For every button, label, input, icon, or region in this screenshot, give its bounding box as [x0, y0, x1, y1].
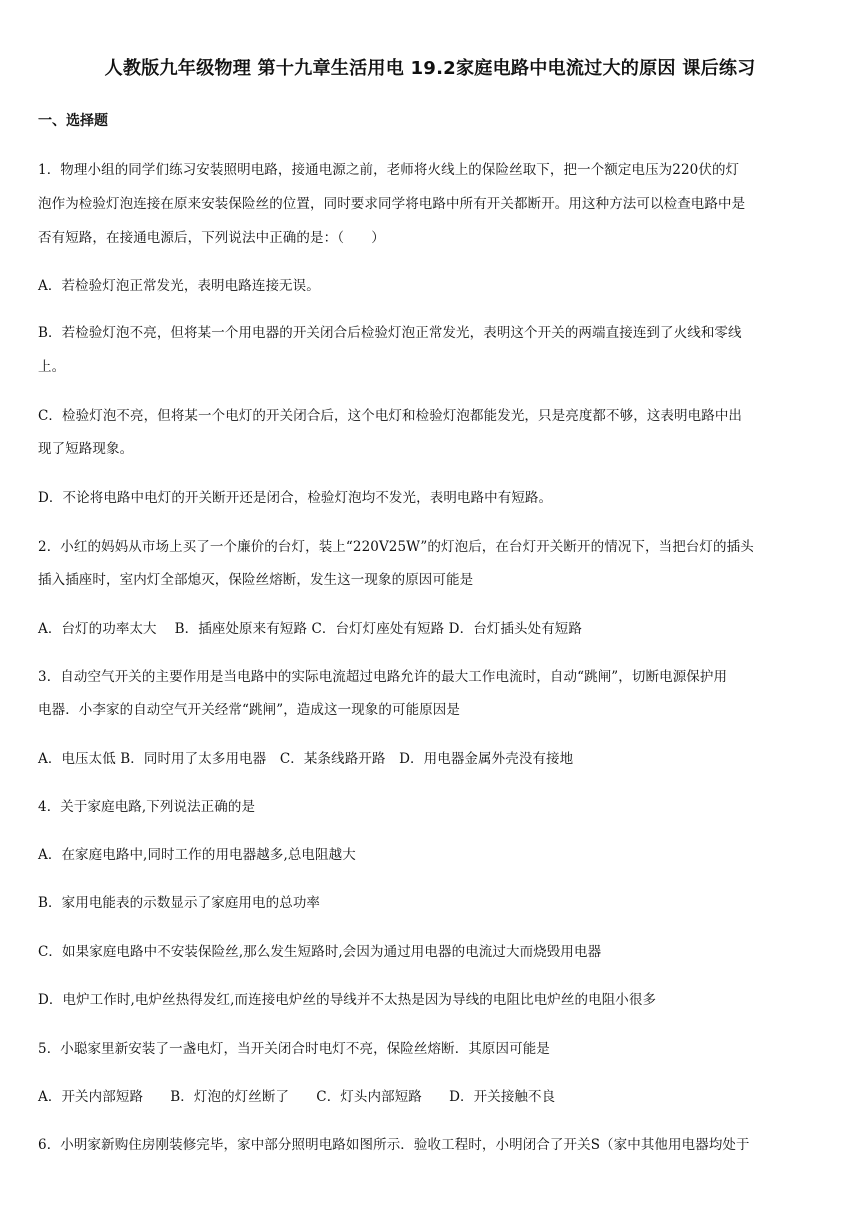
- question-1-option-c-line-1: C．检验灯泡不亮，但将某一个电灯的开关闭合后，这个电灯和检验灯泡都能发光，只是亮度都不够，这表明电路中出: [38, 408, 743, 424]
- question-4-stem: 4．关于家庭电路,下列说法正确的是: [38, 799, 256, 815]
- question-2-line-1: 2．小红的妈妈从市场上买了一个廉价的台灯，装上“220V25W”的灯泡后，在台灯开关断开的情况下，当把台灯的插头: [38, 539, 754, 555]
- section-heading: 一、选择题: [38, 113, 108, 129]
- question-1-line-2: 泡作为检验灯泡连接在原来安装保险丝的位置，同时要求同学将电路中所有开关都断开。用这种方法可以检查电路中是: [38, 196, 746, 212]
- question-5-options: A．开关内部短路 B．灯泡的灯丝断了 C．灯头内部短路 D．开关接触不良: [38, 1089, 556, 1105]
- question-3-line-1: 3．自动空气开关的主要作用是当电路中的实际电流超过电路允许的最大工作电流时，自动“跳闸”，切断电源保护用: [38, 669, 728, 685]
- question-1-option-b-line-2: 上。: [38, 359, 66, 375]
- question-2-options: A．台灯的功率太大 B．插座处原来有短路 C．台灯灯座处有短路 D．台灯插头处有短路: [38, 621, 582, 637]
- question-4-option-d: D．电炉工作时,电炉丝热得发红,而连接电炉丝的导线并不太热是因为导线的电阻比电炉丝的电阻小很多: [38, 992, 657, 1008]
- question-1-line-1: 1．物理小组的同学们练习安装照明电路，接通电源之前，老师将火线上的保险丝取下，把一个额定电压为220伏的灯: [38, 162, 740, 178]
- question-1-option-a: A．若检验灯泡正常发光，表明电路连接无误。: [38, 278, 320, 294]
- page-title: 人教版九年级物理 第十九章生活用电 19.2家庭电路中电流过大的原因 课后练习: [104, 58, 756, 79]
- question-1-line-3: 否有短路，在接通电源后，下列说法中正确的是：（ ）: [38, 230, 385, 246]
- question-2-line-2: 插入插座时，室内灯全部熄灭，保险丝熔断，发生这一现象的原因可能是: [38, 572, 474, 588]
- question-5-stem: 5．小聪家里新安装了一盏电灯，当开关闭合时电灯不亮，保险丝熔断．其原因可能是: [38, 1041, 550, 1057]
- question-4-option-c: C．如果家庭电路中不安装保险丝,那么发生短路时,会因为通过用电器的电流过大而烧毁用电器: [38, 944, 602, 960]
- question-6-line-1: 6．小明家新购住房刚装修完毕，家中部分照明电路如图所示．验收工程时，小明闭合了开关S（家中其他用电器均处于: [38, 1137, 750, 1153]
- question-4-option-a: A．在家庭电路中,同时工作的用电器越多,总电阻越大: [38, 847, 356, 863]
- question-1-option-d: D．不论将电路中电灯的开关断开还是闭合，检验灯泡均不发光，表明电路中有短路。: [38, 490, 553, 506]
- question-4-option-b: B．家用电能表的示数显示了家庭用电的总功率: [38, 895, 321, 911]
- question-3-line-2: 电器．小李家的自动空气开关经常“跳闸”，造成这一现象的可能原因是: [38, 702, 461, 718]
- question-1-option-c-line-2: 现了短路现象。: [38, 441, 134, 457]
- question-3-options: A．电压太低 B．同时用了太多用电器 C．某条线路开路 D．用电器金属外壳没有接地: [38, 751, 574, 767]
- question-1-option-b-line-1: B．若检验灯泡不亮，但将某一个用电器的开关闭合后检验灯泡正常发光，表明这个开关的两端直接连到了火线和零线: [38, 325, 742, 341]
